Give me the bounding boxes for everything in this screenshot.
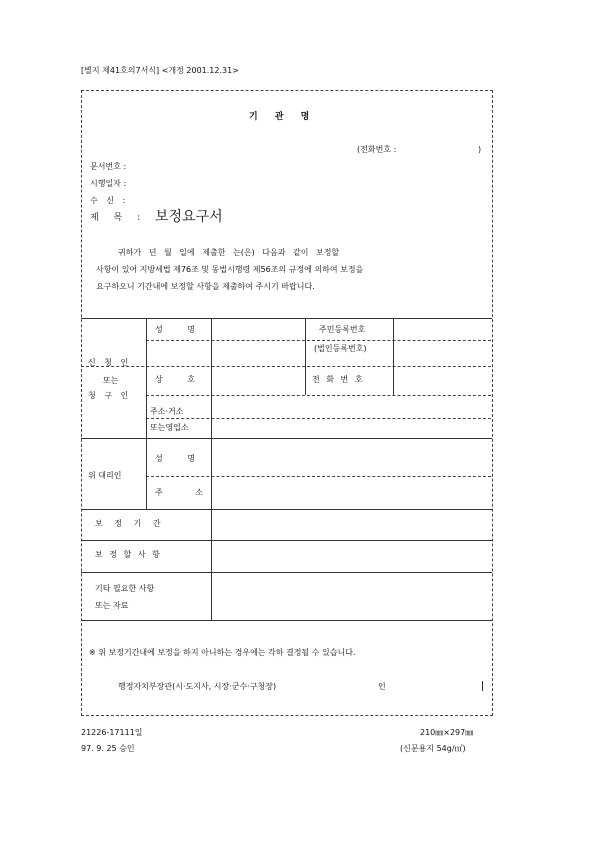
table-top-rule <box>81 318 492 319</box>
form-reference: [별지 제41호의7서식] <개정 2001.12.31> <box>81 66 239 75</box>
period-label: 보 정 기 간 <box>95 519 161 528</box>
row-divider <box>146 395 491 396</box>
other-label-1: 기타 필요한 사항 <box>95 584 155 593</box>
col-divider <box>146 438 147 509</box>
row-divider <box>81 509 492 510</box>
signer-text: 행정자치부장관(시·도지사, 시장·군수·구청장) <box>118 682 277 691</box>
col-divider <box>393 318 394 395</box>
row-divider <box>81 572 492 573</box>
row-divider <box>146 340 491 341</box>
other-label-2: 또는 자료 <box>95 601 129 610</box>
applicant-label-2: 또는 <box>103 376 119 385</box>
subject-value: 보정요구서 <box>155 209 223 225</box>
agency-name: 기 관 명 <box>249 112 310 122</box>
approval-date: 97. 9. 25 승인 <box>81 744 135 753</box>
name-label: 성 명 <box>155 325 195 334</box>
col-divider <box>305 318 306 395</box>
id-label: 주민등록번호 <box>319 325 366 334</box>
agent-name-label: 성 명 <box>155 454 195 463</box>
col-divider <box>211 318 212 620</box>
seal-mark: 인 <box>378 682 386 691</box>
address-label-2: 또는영업소 <box>150 423 189 432</box>
trade-label: 상 호 <box>155 375 195 384</box>
notice-text: ※ 위 보정기간내에 보정을 하지 아니하는 경우에는 각하 결정될 수 있습니다. <box>89 648 356 657</box>
paper-size: 210㎜×297㎜ <box>420 728 474 737</box>
paper-spec: (신문용지 54g/㎡) <box>400 744 466 753</box>
tel-label: 전 화 번 호 <box>312 375 363 384</box>
date-label: 시행일자 : <box>90 179 127 188</box>
recipient-label: 수 신 : <box>90 196 126 205</box>
body-line-2: 사항이 있어 지방세법 제76조 및 동법시행령 제56조의 규정에 의하여 보정을 <box>96 265 364 274</box>
body-line-3: 요구하오니 기간내에 보정할 사항을 제출하여 주시기 바랍니다. <box>96 282 315 291</box>
applicant-label-1: 신 청 인 <box>88 358 129 367</box>
applicant-label-3: 청 구 인 <box>88 391 129 400</box>
row-divider <box>81 540 492 541</box>
phone-close: ) <box>478 145 482 154</box>
subject-label: 제 목 : <box>90 213 141 223</box>
body-line-1: 귀하가 년 월 일에 제출한 는(은) 다음과 같이 보정할 <box>118 248 340 257</box>
row-divider <box>146 476 491 477</box>
matters-label: 보 정 할 사 항 <box>95 550 160 559</box>
row-divider <box>81 438 492 439</box>
corp-id-label: (법인등록번호) <box>314 344 367 353</box>
signature-edge <box>482 681 483 691</box>
row-divider <box>81 366 491 367</box>
doc-no-label: 문서번호 : <box>90 162 127 171</box>
agent-label: 위 대리인 <box>88 471 122 480</box>
col-divider <box>146 318 147 438</box>
table-bottom-rule <box>81 620 492 621</box>
phone-label: (전화번호 : <box>357 145 397 154</box>
agent-address-label: 주 소 <box>155 488 203 497</box>
row-divider <box>146 418 491 419</box>
form-frame <box>81 90 493 716</box>
address-label-1: 주소·거소 <box>150 407 184 416</box>
form-code: 21226-17111일 <box>81 728 143 737</box>
